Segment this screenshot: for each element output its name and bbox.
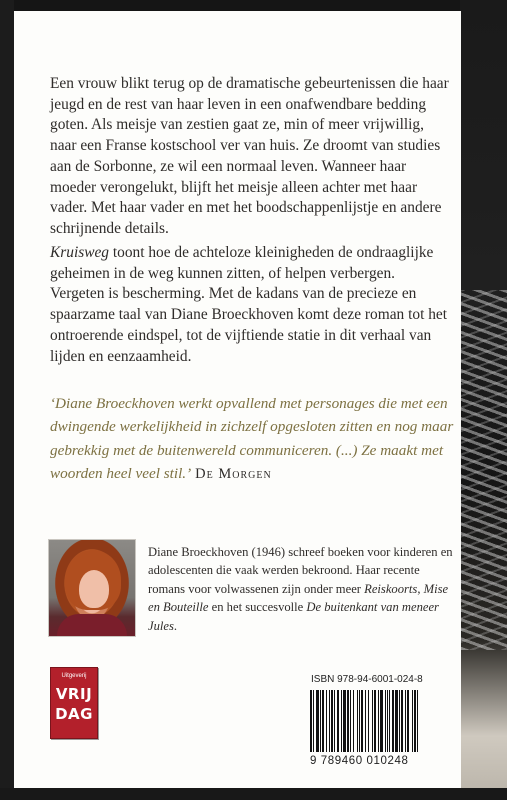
isbn-label: ISBN 978-94-6001-024-8 xyxy=(311,674,423,685)
author-bio-text-2: en het succesvolle xyxy=(208,600,307,615)
publisher-logo xyxy=(50,667,98,739)
author-name: Diane Broeckhoven xyxy=(148,545,249,559)
barcode xyxy=(310,690,448,752)
author-bio-text-1: (1946) schreef boeken voor kinderen en adolescenten die vaak werden bekroond. Haar recente romans voor volwassenen zijn onder meer xyxy=(148,545,453,596)
author-photo-shirt xyxy=(57,614,127,636)
cover-top-edge xyxy=(0,0,507,11)
author-bio xyxy=(148,543,458,635)
publisher-logo-small-text: Uitgeverij xyxy=(61,673,87,679)
blurb-paragraph-2 xyxy=(50,243,450,367)
author-photo xyxy=(48,539,136,637)
wraparound-photo-strip xyxy=(460,0,507,800)
publisher-logo-line-1: VRIJ xyxy=(55,685,93,703)
author-bio-separator: , xyxy=(417,581,424,596)
book-title-kruisweg: Kruisweg xyxy=(50,244,110,261)
book-title-reiskoorts: Reiskoorts xyxy=(364,581,418,596)
publisher-logo-line-2: DAG xyxy=(55,705,93,723)
press-quote xyxy=(50,392,460,487)
author-bio-text-3: . xyxy=(173,618,178,633)
blurb-paragraph-1: Een vrouw blikt terug op de dramatische gebeurtenissen die haar jeugd en de rest van haar leven in een onafwendbare bedding goten. Als meisje van zestien gaat ze, min of meer vrijwillig, naar een Franse kostschool ver van huis. Ze droomt van studies aan de Sorbonne, ze wil een normaal leven. Wanneer haar moeder verongelukt, blijft het meisje alleen achter met haar vader. Met haar vader en met het boodschappenlijstje en andere schrijnende details. xyxy=(50,75,449,237)
blurb-paragraph-2-text: toont hoe de achteloze kleinigheden de ondraaglijke geheimen in de weg kunnen zitten, of helpen verbergen. Vergeten is bescherming. Met de kadans van de precieze en spaarzame taal van Diane Broeckhoven komt deze roman tot het ontroerende eindspel, tot de vijftiende statie in dit verhaal van lijden en eenzaamheid. xyxy=(50,244,448,365)
author-photo-face xyxy=(79,570,109,608)
barcode-bar xyxy=(418,690,420,752)
book-title-mise-en-bouteille: Mise en Bouteille xyxy=(148,581,449,615)
press-quote-text: ‘Diane Broeckhoven werkt opvallend met personages die met een dwingende werkelijkheid in zichzelf opgesloten zitten en nog maar gebrekkig met de buitenwereld communiceren. (...) Ze maakt met woorden heel veel stil.’ xyxy=(50,395,454,483)
fur-texture xyxy=(460,290,507,650)
book-title-de-buitenkant: De buitenkant van meneer Jules xyxy=(148,600,439,633)
cover-bottom-edge xyxy=(0,788,507,800)
press-quote-source: De Morgen xyxy=(195,466,272,483)
cover-panel xyxy=(14,11,461,788)
cover-left-edge xyxy=(0,0,14,800)
barcode-number: 9 789460 010248 xyxy=(310,755,409,767)
